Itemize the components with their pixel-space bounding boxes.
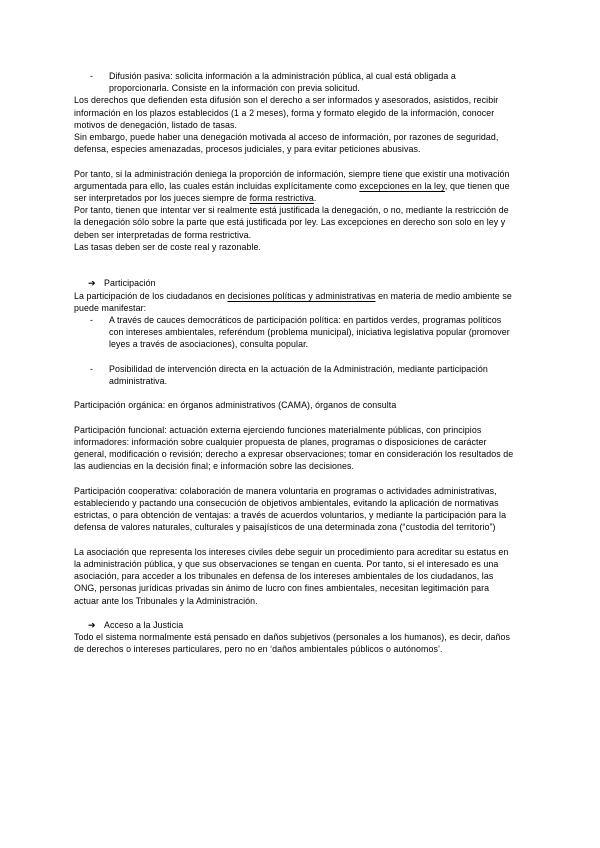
bullet-text: A través de cauces democráticos de participación política: en partidos verdes, programas políticos con intereses ambientales, referéndum (problema municipal), iniciativa legislativa popular (promover leyes a través de asociaciones), consulta popular. bbox=[109, 315, 510, 350]
underlined-decisiones: decisiones políticas y administrativas bbox=[227, 290, 376, 301]
paragraph-justicia: Todo el sistema normalmente está pensado en daños subjetivos (personales a los humanos), es decir, daños de derechos o intereses particulares, pero no en ‘daños ambientales públicos o autónomos’. bbox=[74, 632, 511, 655]
heading-text: Acceso a la Justicia bbox=[104, 620, 184, 630]
paragraph-participacion-organica: Participación orgánica: en órganos administrativos (CAMA), órganos de consulta bbox=[74, 400, 397, 411]
paragraph-denegacion: Sin embargo, puede haber una denegación motivada al acceso de información, por razones de seguridad, defensa, especies amenazadas, procesos judiciales, y para evitar peticiones abusivas. bbox=[74, 132, 499, 155]
paragraph-participacion-intro bbox=[74, 290, 514, 314]
paragraph-tasas: Las tasas deben ser de coste real y razonable. bbox=[74, 241, 262, 252]
arrow-icon: ➔ bbox=[88, 620, 96, 630]
bullet-cauces-democraticos bbox=[74, 314, 514, 351]
paragraph-asociacion: La asociación que representa los intereses civiles debe seguir un procedimiento para acreditar su estatus en la administración pública, y que sus observaciones se tengan en cuenta. Por tanto, si el interesado es una asociación, para acceder a los tribunales en defensa de los intereses ambientales de los ciudadanos, las ONG, personas jurídicas privadas sin ánimo de lucro con fines ambientales, necesitan legitimación para actuar ante los Tribunales y la Administración. bbox=[74, 546, 509, 606]
arrow-icon: ➔ bbox=[88, 278, 96, 289]
paragraph-participacion-cooperativa: Participación cooperativa: colaboración de manera voluntaria en programas o actividades administrativas, estableciendo y pactando una consecución de objetivos ambientales, evitando la aplicación de normativas estrictas, o para obtención de ventajas: a través de acuerdos voluntarios, y mediante la participación para la defensa de valores naturales, culturales y paisajísticos de una determinada zona (“custodia del territorio”) bbox=[74, 485, 507, 533]
paragraph-motivacion bbox=[74, 168, 514, 205]
bullet-dash: - bbox=[90, 71, 94, 81]
text-run: , que tienen que ser interpretados por los jueces siempre de bbox=[74, 180, 510, 204]
heading-acceso-justicia bbox=[74, 619, 514, 631]
bullet-text: Difusión pasiva: solicita información a la administración pública, al cual está obligada a proporcionarla. Consiste en la información con previa solicitud. bbox=[109, 71, 456, 94]
underlined-forma-restrictiva: forma restrictiva bbox=[249, 193, 314, 204]
underlined-excepciones: excepciones en la ley bbox=[359, 180, 445, 191]
heading-text: Participación bbox=[104, 278, 156, 289]
text-run: Por tanto, si la administración deniega la proporción de información, siempre tiene que existir una motivación argumentada para ello, las cuales están incluidas explícitamente como bbox=[74, 168, 510, 191]
text-run: . bbox=[313, 193, 317, 204]
bullet-dash: - bbox=[90, 363, 94, 374]
paragraph-participacion-funcional: Participación funcional: actuación externa ejerciendo funciones materialmente públicas, con principios informadores: información sobre cualquier propuesta de planes, programas o disposiciones de carácter general, modificación o revisión; derecho a expresar observaciones; tomar en consideración los resultados de las audiencias en la decisión final; e información sobre las decisiones. bbox=[74, 424, 514, 472]
text-run: La participación de los ciudadanos en bbox=[74, 290, 228, 301]
bullet-dash: - bbox=[90, 315, 94, 326]
heading-participacion bbox=[74, 277, 514, 289]
bullet-text: Posibilidad de intervención directa en la actuación de la Administración, mediante participación administrativa. bbox=[109, 363, 488, 387]
paragraph-derechos: Los derechos que defienden esta difusión son el derecho a ser informados y asesorados, asistidos, recibir información en los plazos establecidos (1 a 2 meses), forma y formato elegido de la información, conocer motivos de denegación, listado de tasas. bbox=[74, 95, 499, 130]
bullet-difusion-pasiva bbox=[74, 70, 514, 94]
bullet-intervencion-directa bbox=[74, 363, 514, 387]
text-run: en materia de medio ambiente se puede manifestar: bbox=[74, 290, 512, 313]
paragraph-restriccion: Por tanto, tienen que intentar ver si realmente está justificada la denegación, o no, mediante la restricción de la denegación sólo sobre la parte que está justificada por ley. Las excepciones en derecho son solo en ley y deben ser interpretadas de forma restrictiva. bbox=[74, 205, 509, 240]
